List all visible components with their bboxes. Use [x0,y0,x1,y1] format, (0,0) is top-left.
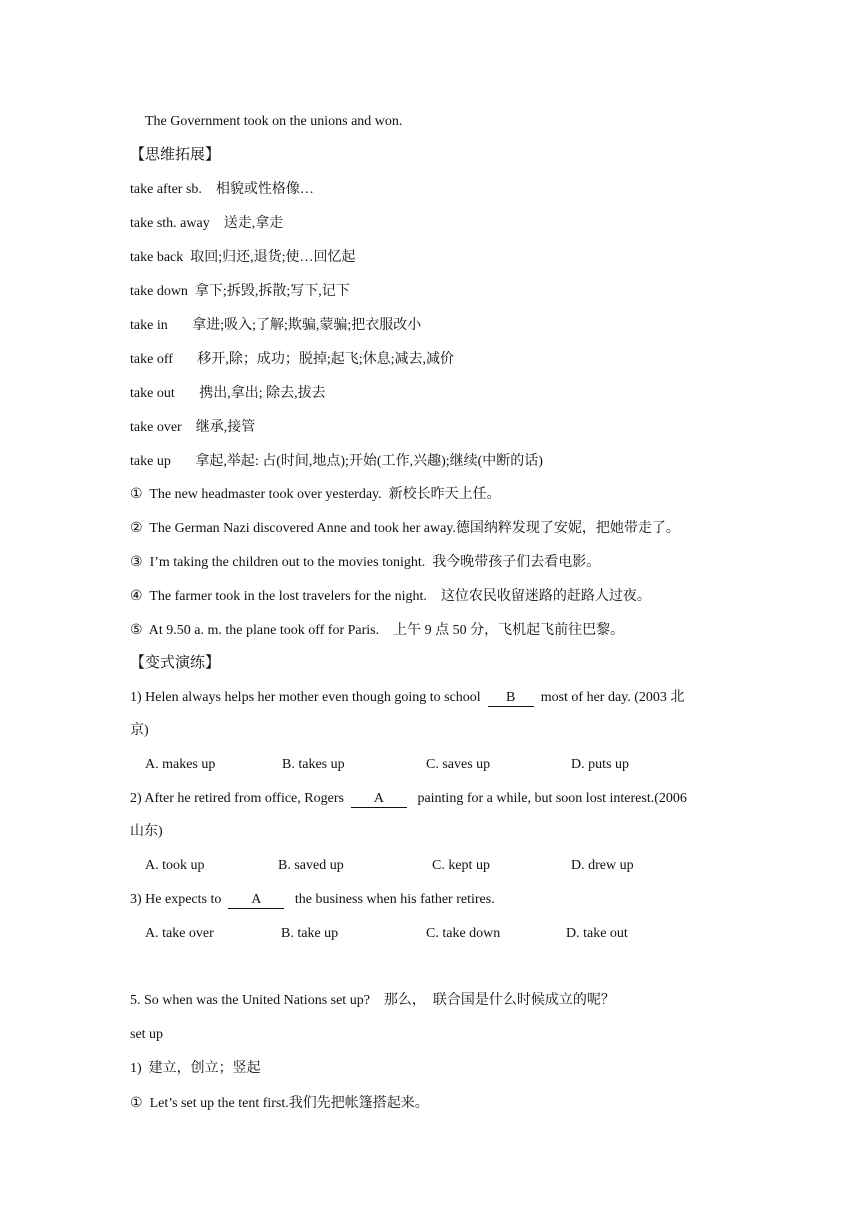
example-text: Let’s set up the tent first.我们先把帐篷搭起来。 [149,1096,429,1111]
option-b: B. takes up [282,757,345,772]
question-2: 2) After he retired from office, Rogers A painting for a while, but soon lost interest.(2006 [130,791,687,806]
phrase-zh: 拿下;拆毁,拆散;写下,记下 [194,284,350,299]
example-number: ③ [130,555,143,570]
option-c: C. take down [426,926,501,941]
intro-sentence: The Government took on the unions and won. [145,114,403,129]
example-text: At 9.50 a. m. the plane took off for Paris. 上午 9 点 50 分，飞机起飞前往巴黎。 [148,623,625,638]
phrase-line [130,452,543,472]
section-5-phrase: set up [130,1027,164,1042]
option-a: A. took up [145,858,205,873]
section-5-meaning: 1) 建立，创立；竖起 [130,1061,261,1076]
phrase-zh: 相貌或性格像… [215,182,314,197]
option-a: A. take over [145,926,214,941]
phrase-line [130,214,283,234]
answer-blank: A [228,892,284,909]
example-number: ① [130,1096,143,1111]
phrase-zh: 移开,除；成功；脱掉;起飞;休息;减去,减价 [197,352,455,367]
phrase-line [130,384,326,404]
answer-blank: A [351,791,407,808]
phrase-zh: 取回;归还,退货;使…回忆起 [190,250,356,265]
question-3: 3) He expects to A the business when his father retires. [130,892,495,907]
phrase-line [130,282,350,302]
example-sentence [130,621,624,641]
phrase-en: take back [130,250,184,265]
example-number: ② [130,521,143,536]
phrase-zh: 继承,接管 [195,420,256,435]
option-c: C. saves up [426,757,491,772]
phrase-line [130,248,356,268]
question-1: 1) Helen always helps her mother even though going to school B most of her day. (2003 北 [130,690,685,705]
phrase-en: take sth. away [130,216,210,231]
practice-heading: 【变式演练】 [130,655,221,671]
question-1-continuation: 京) [130,723,149,738]
phrase-en: take down [130,284,188,299]
answer-blank: B [488,690,534,707]
phrase-en: take in [130,318,168,333]
option-a: A. makes up [145,757,216,772]
phrase-line [130,316,421,336]
phrase-line [130,418,255,438]
example-number: ① [130,487,143,502]
phrase-en: take up [130,454,171,469]
option-b: B. take up [281,926,339,941]
phrase-line [130,350,454,370]
example-text: The German Nazi discovered Anne and took her away.德国纳粹发现了安妮，把她带走了。 [149,521,680,536]
phrase-en: take after sb. [130,182,202,197]
option-d: D. drew up [571,858,634,873]
phrase-zh: 拿起,举起: 占(时间,地点);开始(工作,兴趣);继续(中断的话) [195,454,543,469]
question-2-continuation: 山东) [130,824,163,839]
example-sentence [130,485,501,505]
example-text: The farmer took in the lost travelers for the night. 这位农民收留迷路的赶路人过夜。 [149,589,651,604]
phrase-en: take out [130,386,175,401]
option-c: C. kept up [432,858,490,873]
option-b: B. saved up [278,858,344,873]
phrase-zh: 携出,拿出; 除去,拔去 [199,386,326,401]
phrase-en: take over [130,420,182,435]
phrase-en: take off [130,352,173,367]
phrase-zh: 送走,拿走 [223,216,284,231]
phrase-zh: 拿进;吸入;了解;欺骗,蒙骗;把衣服改小 [192,318,422,333]
extension-heading: 【思维拓展】 [130,147,221,163]
option-d: D. take out [566,926,628,941]
example-number: ④ [130,589,143,604]
option-d: D. puts up [571,757,629,772]
section-5-example [130,1094,429,1114]
example-text: The new headmaster took over yesterday. 新校长昨天上任。 [149,487,501,502]
example-sentence [130,519,680,539]
phrase-line [130,180,314,200]
example-sentence [130,587,651,607]
example-text: I’m taking the children out to the movies tonight. 我今晚带孩子们去看电影。 [149,555,601,570]
example-number: ⑤ [130,623,143,638]
example-sentence [130,553,600,573]
section-5-question: 5. So when was the United Nations set up? 那么， 联合国是什么时候成立的呢？ [130,993,615,1008]
